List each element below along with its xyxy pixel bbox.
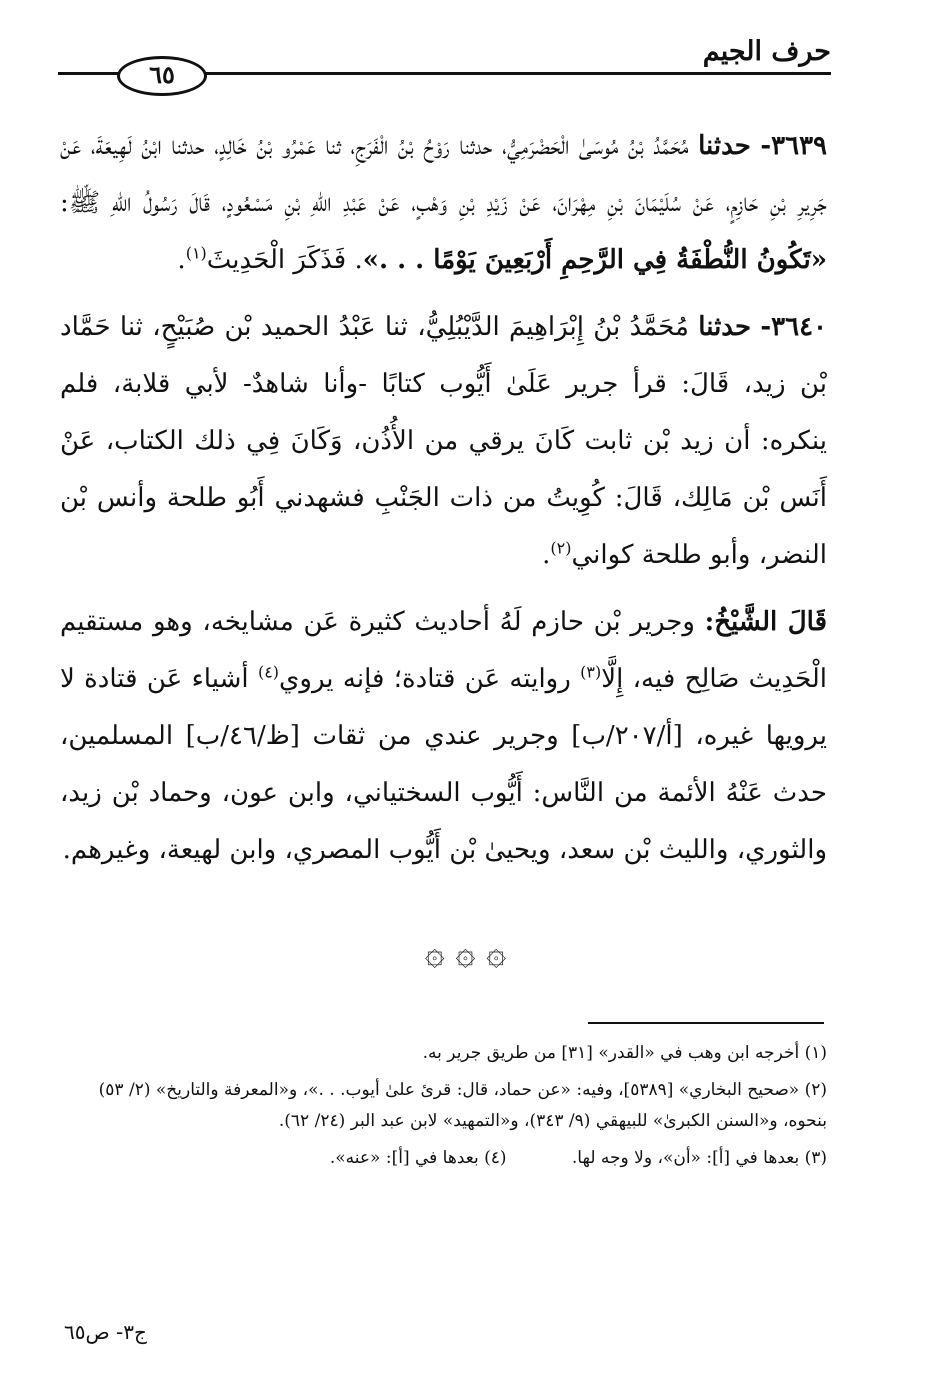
entry-quote: «تَكُونُ النُّطْفَةُ فِي الرَّحِمِ أَرْبَعِينَ يَوْمًا . . .» [362,245,827,275]
footnote-2: (٢) «صحيح البخاري» [٥٣٨٩]، وفيه: «عن حماد، قال: قرئ علىٰ أيوب. . .»، و«المعرفة والتاريخ» (٢/ ٥٣) بنحوه، و«السنن الكبرىٰ» للبيهقي (٩/ ٣٤٣)، و«التمهيد» لابن عبد البر (٢٤/ ٦٢). [98,1080,827,1131]
hadith-entry-3639 [60,118,827,289]
sheikh-text-part3: أشياء عَن قتادة لا يرويها غيره، [أ/٢٠٧/ب] وجرير عندي من ثقات [ظ/٤٦/ب] المسلمين، حدث عَنْهُ الأئمة من النَّاس: أَيُّوب السختياني، وابن عون، وحماد بْن زيد، والثوري، والليث بْن سعد، ويحيىٰ بْن أَيُّوب المصري، وابن لهيعة، وغيرهم. [60,664,827,865]
footnote-3: (٣) بعدها في [أ]: «أن»، ولا وجه لها. [571,1148,827,1168]
footnotes [60,1038,827,1180]
footnote-separator [588,1022,824,1024]
sheikh-text-part1: وجرير بْن حازم لَهُ أحاديث كثيرة عَن مشايخه، وهو مستقيم الْحَدِيث صَالِح فيه، إِلَّا [60,607,828,694]
page-header-title: حرف الجيم [702,36,831,67]
footnote-ref-1[interactable]: (١) [185,243,207,263]
hadith-entry-3640 [60,299,827,584]
entry-text: مُحَمَّدُ بْنُ مُوسَىٰ الْحَضْرَمِيُّ، حدثنا رَوْحُ بْنُ الْفَرَجِ، ثنا عَمْرُو بْنُ خَالِدٍ، حدثنا ابْنُ لَهِيعَةَ، عَنْ جَرِيرِ بْنِ حَازِمٍ، عَنْ سُلَيْمَانَ بْنِ مِهْرَانَ، عَنْ زَيْدِ بْنِ وَهْبٍ، عَنْ عَبْدِ اللهِ بْنِ مَسْعُودٍ، قَالَ رَسُولُ اللهِ ﷺ: [60,131,827,218]
entry-end: . [177,245,186,275]
footnote-4: (٤) بعدها في [أ]: «عنه». [329,1148,507,1168]
entry-lead: حدثنا [698,312,752,342]
sheikh-label: قَالَ الشَّيْخُ: [704,607,827,637]
footnote-3-4-row [60,1143,827,1174]
footnote-ref-3[interactable]: (٣) [580,662,602,682]
entry-tail: . فَذَكَرَ الْحَدِيثَ [206,245,363,275]
footnote-ref-4[interactable]: (٤) [257,662,280,682]
entry-lead: حدثنا [698,131,751,161]
entry-number: ٣٦٣٩- [760,131,827,161]
sheikh-text-part2: روايته عَن قتادة؛ فإنه يروي [279,664,571,694]
main-text [60,118,827,889]
section-ornament-icon: ۞ ۞ ۞ [424,933,507,973]
sheikh-commentary [60,594,827,879]
page-number-badge: ٦٥ [117,56,207,96]
footnote-1: (١) أخرجه ابن وهب في «القدر» [٣١] من طريق جرير به. [422,1043,827,1063]
entry-end: . [542,540,551,570]
entry-text: مُحَمَّدُ بْنُ إِبْرَاهِيمَ الدَّيْبُلِيُّ، ثنا عَبْدُ الحميد بْن صُبَيْحٍ، ثنا حَمَّاد بْن زيد، قَالَ: قرأ جرير عَلَىٰ أَيُّوب كتابًا -وأنا شاهدٌ- لأبي قلابة، فلم ينكره: أن زيد بْن ثابت كَانَ يرقي من الأُذُن، وَكَانَ فِي ذلك الكتاب، عَنْ أَنَس بْن مَالِك، قَالَ: كُوِيتُ من ذات الجَنْبِ فشهدني أَبُو طلحة وأنس بْن النضر، وأبو طلحة كواني [60,312,827,570]
entry-number: ٣٦٤٠- [760,312,827,342]
volume-page-footer: ج٣- ص٦٥ [64,1320,147,1344]
footnote-ref-2[interactable]: (٢) [550,538,572,558]
